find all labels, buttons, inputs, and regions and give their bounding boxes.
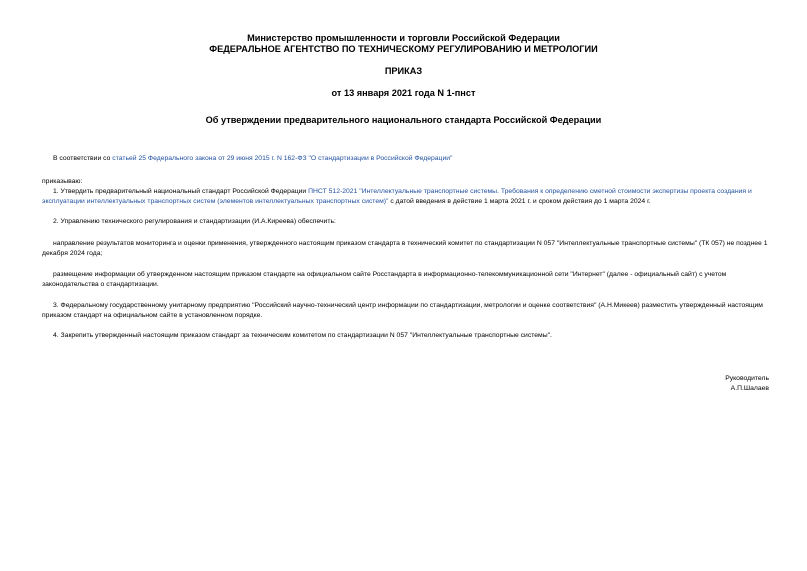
- standard-link[interactable]: ПНСТ 512-2021 "Интеллектуальные транспортные системы. Требования к определению сметной стоимости экспертизы проекта создания и эксплуатации интеллектуальных транспортных систем (элементов интеллектуальных транспортных систем)": [42, 188, 752, 205]
- order-word: приказываю:: [42, 178, 83, 185]
- item-1-paragraph: [42, 187, 770, 206]
- item-1-suffix: с датой введения в действие 1 марта 2021 г. и сроком действия до 1 марта 2024 г.: [388, 197, 651, 205]
- item-3-paragraph: 3. Федеральному государственному унитарному предприятию "Российский научно-технический центр информации по стандартизации, метрологии и оценке соответствия" (А.Н.Микеев) разместить утвержденный настоящим приказом стандарт на официальном сайте в установленном порядке.: [42, 302, 763, 319]
- item-1-prefix: 1. Утвердить предварительный национальный стандарт Российской Федерации: [53, 188, 309, 195]
- document-title: Об утверждении предварительного национального стандарта Российской Федерации: [205, 115, 602, 125]
- item-4-paragraph: 4. Закрепить утвержденный настоящим приказом стандарт за техническим комитетом по стандартизации N 057 "Интеллектуальные транспортные системы".: [53, 332, 552, 339]
- preamble-prefix: В соответствии со: [53, 155, 113, 162]
- law-link[interactable]: статьей 25 Федерального закона от 29 июня 2015 г. N 162-ФЗ "О стандартизации в Российской Федерации": [112, 155, 453, 162]
- agency-heading: ФЕДЕРАЛЬНОЕ АГЕНТСТВО ПО ТЕХНИЧЕСКОМУ РЕГУЛИРОВАНИЮ И МЕТРОЛОГИИ: [209, 44, 598, 54]
- document-date-number: от 13 января 2021 года N 1-пнст: [331, 88, 476, 98]
- signature-position: Руководитель: [725, 375, 769, 382]
- item-2-sub-1: направление результатов мониторинга и оценки применения, утвержденного настоящим приказом стандарта в технический комитет по стандартизации N 057 "Интеллектуальные транспортные системы" (ТК 057) не позднее 1 декабря 2024 года;: [42, 240, 768, 257]
- item-2-sub-2: размещение информации об утвержденном настоящим приказом стандарте на официальном сайте Росстандарта в информационно-телекоммуникационной сети "Интернет" (далее - официальный сайт) с учетом законодательства о стандартизации.: [42, 271, 727, 288]
- item-2-paragraph: 2. Управлению технического регулирования и стандартизации (И.А.Киреева) обеспечить:: [53, 218, 336, 225]
- document-type: ПРИКАЗ: [384, 66, 423, 76]
- preamble-paragraph: [42, 154, 770, 164]
- ministry-heading: Министерство промышленности и торговли Российской Федерации: [247, 33, 560, 43]
- signature-name: А.П.Шалаев: [730, 385, 769, 392]
